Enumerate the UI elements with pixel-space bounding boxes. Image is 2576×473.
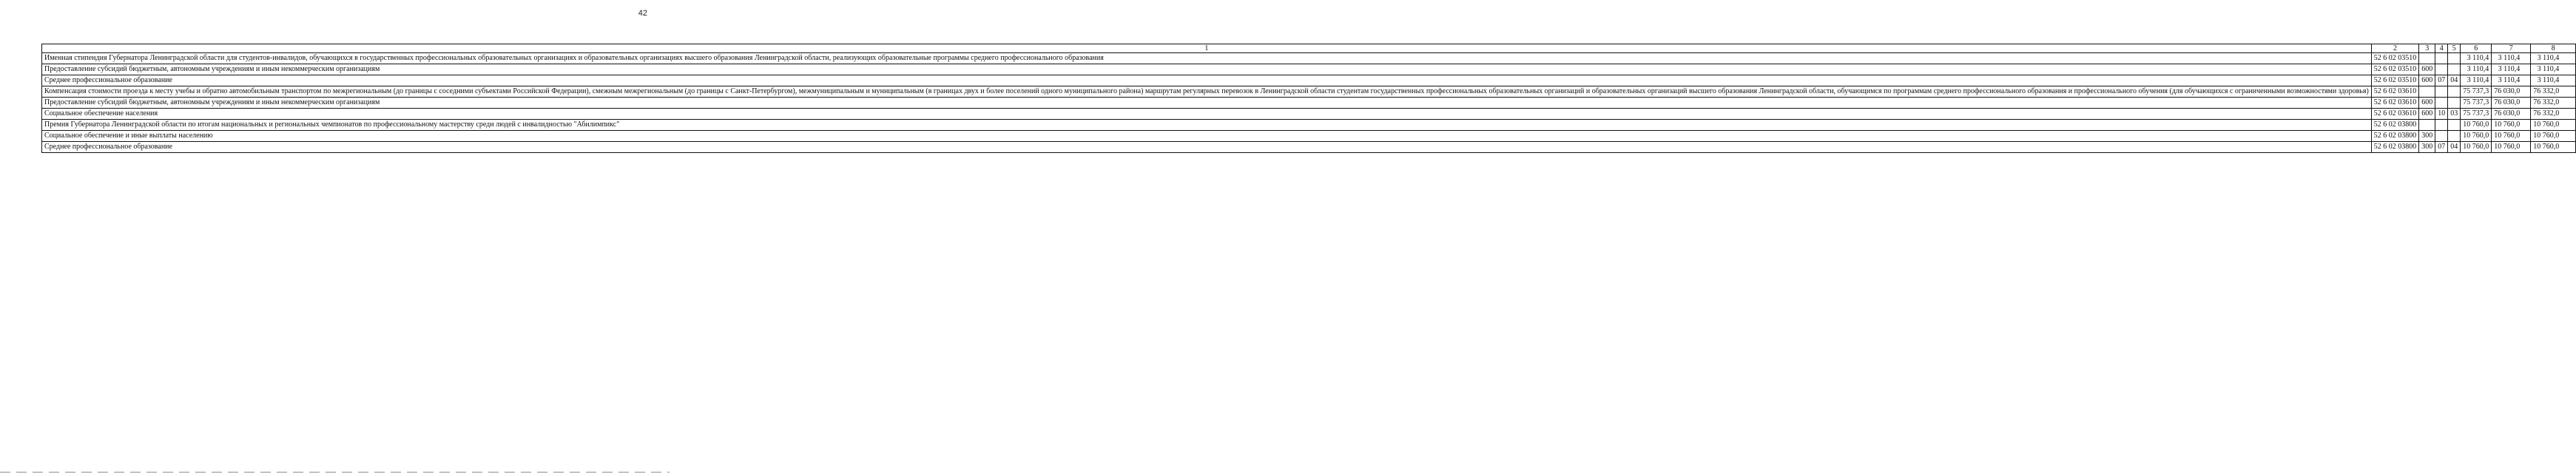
row-pr: 04 (2448, 75, 2461, 86)
header-row (42, 44, 2576, 53)
row-pr (2448, 98, 2461, 109)
row-pr (2448, 86, 2461, 98)
row-pr (2448, 53, 2461, 64)
row-value-6: 3 110,4 (2461, 75, 2492, 86)
row-value-7: 76 030,0 (2492, 86, 2531, 98)
row-code: 52 6 02 03800 (2371, 142, 2419, 153)
row-rz (2435, 120, 2448, 131)
table-row (42, 98, 2576, 109)
row-rz: 07 (2435, 75, 2448, 86)
row-rz: 07 (2435, 142, 2448, 153)
col-header: 4 (2435, 44, 2448, 53)
table-row (42, 142, 2576, 153)
row-value-8: 3 110,4 (2531, 53, 2576, 64)
row-value-8: 10 760,0 (2531, 120, 2576, 131)
row-name: Среднее профессиональное образование (42, 142, 2372, 153)
row-vr (2419, 120, 2435, 131)
table-row (42, 64, 2576, 75)
row-value-8: 76 332,0 (2531, 98, 2576, 109)
budget-table (41, 44, 2576, 153)
row-name: Предоставление субсидий бюджетным, автономным учреждениям и иным некоммерческим организациям (42, 98, 2372, 109)
row-value-8: 10 760,0 (2531, 131, 2576, 142)
row-value-8: 76 332,0 (2531, 109, 2576, 120)
row-vr: 600 (2419, 75, 2435, 86)
row-vr: 600 (2419, 98, 2435, 109)
page-number: 42 (638, 9, 647, 18)
table-row (42, 53, 2576, 64)
row-code: 52 6 02 03610 (2371, 109, 2419, 120)
row-pr (2448, 131, 2461, 142)
row-vr: 300 (2419, 131, 2435, 142)
row-value-7: 3 110,4 (2492, 64, 2531, 75)
row-code: 52 6 02 03510 (2371, 64, 2419, 75)
table-row (42, 120, 2576, 131)
table-row (42, 131, 2576, 142)
row-value-8: 3 110,4 (2531, 75, 2576, 86)
col-header: 3 (2419, 44, 2435, 53)
row-value-6: 3 110,4 (2461, 53, 2492, 64)
row-name: Социальное обеспечение населения (42, 109, 2372, 120)
col-header: 2 (2371, 44, 2419, 53)
row-value-6: 75 737,3 (2461, 86, 2492, 98)
row-name: Среднее профессиональное образование (42, 75, 2372, 86)
row-rz (2435, 53, 2448, 64)
row-name: Предоставление субсидий бюджетным, автономным учреждениям и иным некоммерческим организациям (42, 64, 2372, 75)
row-value-7: 3 110,4 (2492, 53, 2531, 64)
row-vr (2419, 53, 2435, 64)
row-value-7: 76 030,0 (2492, 109, 2531, 120)
row-code: 52 6 02 03800 (2371, 131, 2419, 142)
row-name: Премия Губернатора Ленинградской области по итогам национальных и региональных чемпионатов по профессиональному мастерству среди людей с инвалидностью "Абилимпикс" (42, 120, 2372, 131)
row-rz (2435, 86, 2448, 98)
row-code: 52 6 02 03610 (2371, 86, 2419, 98)
row-code: 52 6 02 03510 (2371, 75, 2419, 86)
row-value-8: 3 110,4 (2531, 64, 2576, 75)
row-value-8: 10 760,0 (2531, 142, 2576, 153)
row-value-6: 75 737,3 (2461, 98, 2492, 109)
row-value-7: 10 760,0 (2492, 120, 2531, 131)
row-rz (2435, 64, 2448, 75)
row-code: 52 6 02 03800 (2371, 120, 2419, 131)
row-value-7: 76 030,0 (2492, 98, 2531, 109)
col-header: 5 (2448, 44, 2461, 53)
row-pr (2448, 120, 2461, 131)
col-header: 7 (2492, 44, 2531, 53)
table-row (42, 86, 2576, 98)
row-vr: 300 (2419, 142, 2435, 153)
row-vr (2419, 86, 2435, 98)
row-value-8: 76 332,0 (2531, 86, 2576, 98)
row-rz: 10 (2435, 109, 2448, 120)
row-value-6: 10 760,0 (2461, 120, 2492, 131)
row-value-6: 10 760,0 (2461, 142, 2492, 153)
col-header: 8 (2531, 44, 2576, 53)
row-name: Именная стипендия Губернатора Ленинградской области для студентов-инвалидов, обучающихся в государственных профессиональных образовательных организациях и образовательных организациях высшего образования Ленинградской области, реализующих образовательные программы среднего профессионального образования (42, 53, 2372, 64)
col-header: 6 (2461, 44, 2492, 53)
row-pr: 04 (2448, 142, 2461, 153)
row-code: 52 6 02 03610 (2371, 98, 2419, 109)
row-value-7: 10 760,0 (2492, 142, 2531, 153)
row-rz (2435, 98, 2448, 109)
row-pr: 03 (2448, 109, 2461, 120)
table-row (42, 75, 2576, 86)
row-vr: 600 (2419, 109, 2435, 120)
row-name: Компенсация стоимости проезда к месту учебы и обратно автомобильным транспортом по межрегиональным (до границы с соседними субъектами Российской Федерации), смежным межрегиональным (до границы с Санкт-Петербургом), межмуниципальным и муниципальным (в границах двух и более поселений одного муниципального района) маршрутам регулярных перевозок в Ленинградской области студентам государственных профессиональных образовательных организаций и образовательных организаций высшего образования Ленинградской области, обучающимся по программам среднего профессионального образования и профессионального обучения (для обучающихся с ограниченными возможностями здоровья) (42, 86, 2372, 98)
row-value-6: 10 760,0 (2461, 131, 2492, 142)
col-header: 1 (42, 44, 2372, 53)
row-value-6: 75 737,3 (2461, 109, 2492, 120)
row-value-7: 10 760,0 (2492, 131, 2531, 142)
row-rz (2435, 131, 2448, 142)
row-name: Социальное обеспечение и иные выплаты населению (42, 131, 2372, 142)
row-vr: 600 (2419, 64, 2435, 75)
table-row (42, 109, 2576, 120)
row-value-6: 3 110,4 (2461, 64, 2492, 75)
row-value-7: 3 110,4 (2492, 75, 2531, 86)
row-pr (2448, 64, 2461, 75)
row-code: 52 6 02 03510 (2371, 53, 2419, 64)
